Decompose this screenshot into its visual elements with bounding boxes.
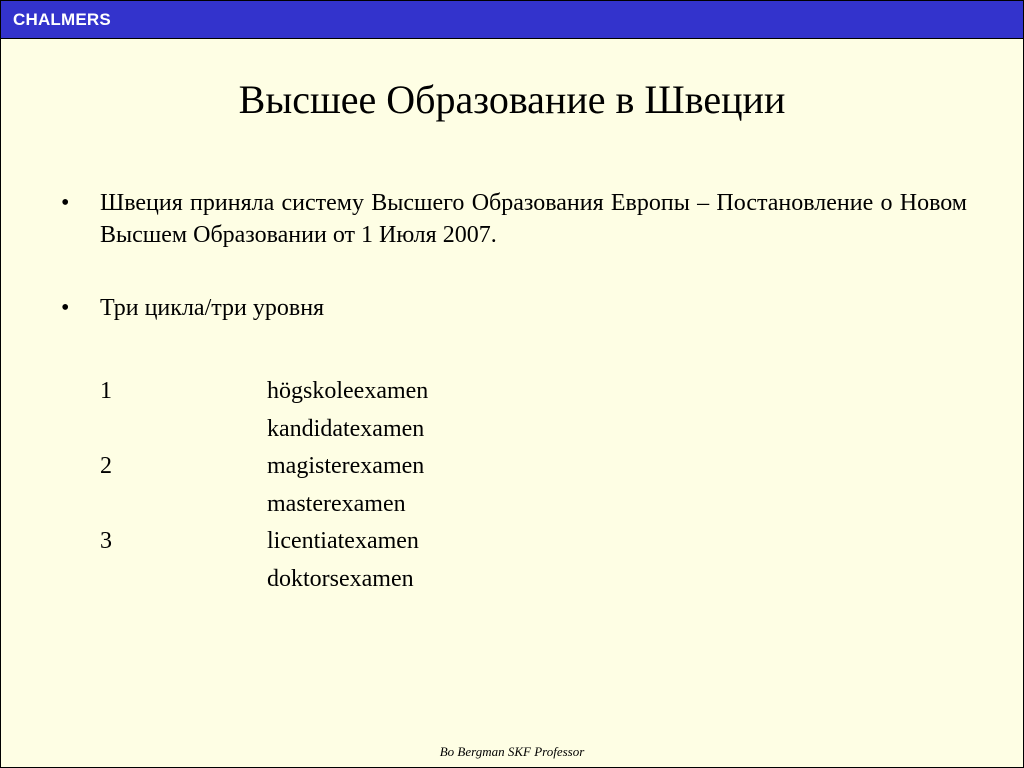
cycle-number: 1 — [100, 378, 112, 404]
footer-signature: Bo Bergman SKF Professor — [439, 744, 585, 759]
degree-name: kandidatexamen — [267, 415, 425, 442]
cycle-row — [100, 486, 600, 524]
degree-name: högskoleexamen — [267, 378, 429, 404]
degree-name: licentiatexamen — [267, 528, 419, 554]
cycle-row — [100, 411, 600, 449]
bullet-marker: • — [61, 190, 70, 216]
header-bar — [1, 1, 1023, 39]
bullet-item — [57, 187, 967, 251]
degree-name: doktorsexamen — [267, 565, 414, 592]
bullet-marker: • — [61, 295, 70, 321]
degree-name: magisterexamen — [267, 453, 425, 479]
cycle-row — [100, 373, 600, 411]
bullet-item — [57, 292, 967, 324]
brand-logo-text: CHALMERS — [13, 10, 111, 29]
bullet-text: Три цикла/три уровня — [100, 295, 325, 321]
degree-name: masterexamen — [267, 490, 406, 517]
cycles-list — [100, 373, 600, 598]
cycle-row — [100, 523, 600, 561]
cycle-row — [100, 448, 600, 486]
cycle-number: 3 — [100, 528, 112, 554]
bullet-text: Швеция приняла систему Высшего Образования Европы – Постановление о Новом Высшем Образовании от 1 Июля 2007. — [100, 190, 967, 248]
cycle-number: 2 — [100, 453, 112, 479]
slide-title: Высшее Образование в Швеции — [238, 77, 786, 122]
cycle-row — [100, 561, 600, 599]
